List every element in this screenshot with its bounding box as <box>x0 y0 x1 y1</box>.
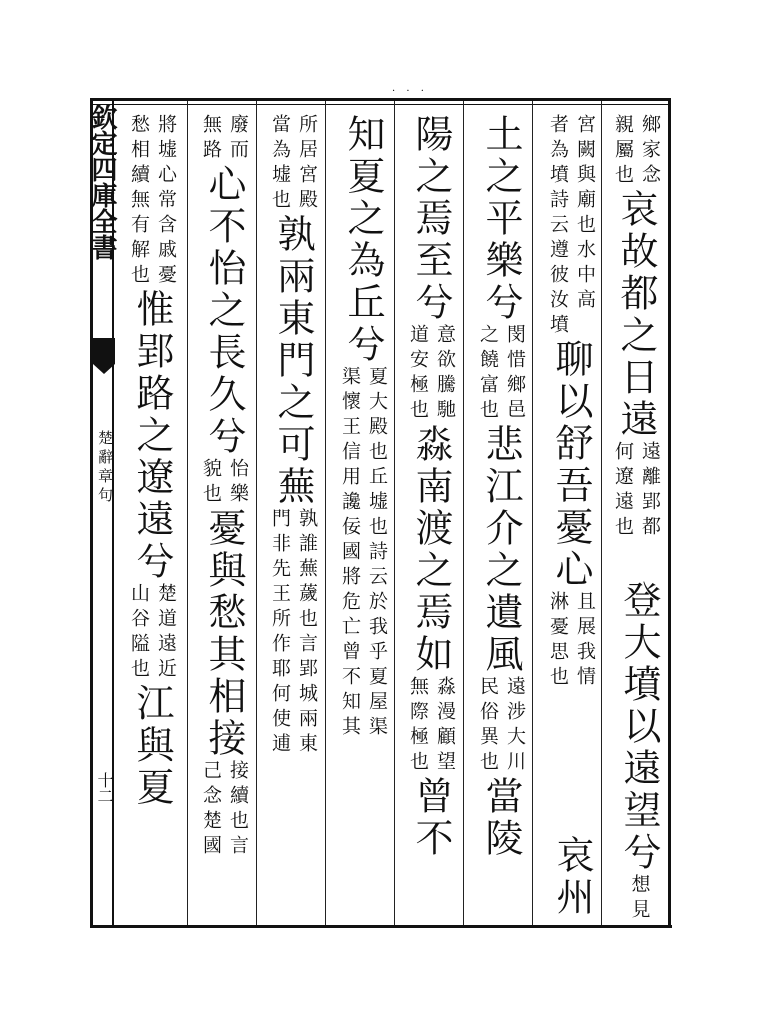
lead-annotation <box>125 114 179 289</box>
main-text: 知夏之為丘兮 <box>341 114 385 366</box>
annotation-line: 孰誰蕪薉也言郢城兩東 <box>296 508 318 758</box>
main-text: 憂與愁其相接 <box>202 508 246 760</box>
annotation-line: 廢而 <box>227 114 249 164</box>
annotation-line: 閔惜鄉邑 <box>504 324 526 424</box>
main-text: 哀州 <box>550 835 594 919</box>
annotation-line: 門非先王所作耶何使逋 <box>269 508 291 758</box>
annotation-line: 想見 <box>628 874 651 924</box>
text-column-2 <box>540 114 602 914</box>
annotation-line: 淋憂思也 <box>547 591 569 691</box>
annotation-line: 之饒富也 <box>477 324 499 424</box>
annotation-line: 渠懷王信用讒佞國將危亡曾不知其 <box>339 366 361 741</box>
main-text: 江與夏 <box>130 683 174 809</box>
column-separator <box>187 101 188 925</box>
fish-tail-mark <box>93 338 115 364</box>
annotation <box>336 366 390 741</box>
main-text: 當陵 <box>479 776 523 860</box>
annotation <box>474 676 528 776</box>
lead-annotation <box>197 114 251 164</box>
annotation-line: 遠離郢都 <box>639 441 661 541</box>
text-column-8 <box>120 114 184 914</box>
annotation <box>125 583 179 683</box>
annotation <box>544 591 598 691</box>
main-text: 哀故都之日遠 <box>614 189 658 441</box>
annotation-line: 接續也言 <box>227 760 249 860</box>
annotation-line: 將墟心常含戚憂 <box>155 114 177 289</box>
annotation <box>474 324 528 424</box>
annotation <box>404 324 458 424</box>
main-text: 孰兩東門之可蕪 <box>271 214 315 508</box>
text-column-7 <box>193 114 255 914</box>
annotation-line: 楚道遠近 <box>155 583 177 683</box>
column-separator <box>256 101 257 925</box>
text-column-5 <box>332 114 394 914</box>
annotation-line: 親屬也 <box>612 114 634 189</box>
main-text: 土之平樂兮 <box>479 114 523 324</box>
annotation <box>609 441 663 541</box>
annotation-line: 道安極也 <box>407 324 429 424</box>
gutter-book-title: 楚辭章句 <box>96 430 114 506</box>
annotation-line: 民俗異也 <box>477 676 499 776</box>
annotation-line: 無路 <box>200 114 222 164</box>
right-border <box>668 98 671 928</box>
main-text: 悲江介之遺風 <box>479 424 523 676</box>
annotation-line: 所居宮殿 <box>296 114 318 214</box>
column-separator <box>463 101 464 925</box>
annotation-line: 己念楚國 <box>200 760 222 860</box>
annotation-line: 淼漫顧望 <box>434 676 456 776</box>
annotation-line: 貌也 <box>200 458 222 508</box>
gutter-title: 欽定四庫全書 <box>87 104 117 260</box>
column-separator <box>532 101 533 925</box>
main-text: 淼南渡之焉如 <box>409 424 453 676</box>
annotation-line: 山谷隘也 <box>128 583 150 683</box>
lead-annotation <box>266 114 320 214</box>
text-column-4 <box>400 114 462 914</box>
annotation-line: 何遼遠也 <box>612 441 634 541</box>
text-column-6 <box>262 114 324 914</box>
main-text: 陽之焉至兮 <box>409 114 453 324</box>
annotation-line: 怡樂 <box>227 458 249 508</box>
annotation <box>404 676 458 776</box>
annotation-line: 鄉家念 <box>639 114 661 189</box>
annotation <box>266 508 320 758</box>
text-column-2-tail <box>545 835 599 919</box>
annotation-line: 當為墟也 <box>269 114 291 214</box>
main-text: 曾不 <box>409 776 453 860</box>
annotation-line: 宮闕與廟也水中高 <box>574 114 596 314</box>
text-column-3 <box>470 114 532 914</box>
top-mark: · · · <box>392 86 428 97</box>
lead-annotation <box>609 114 663 189</box>
annotation-line: 且展我情 <box>574 591 596 691</box>
annotation-line: 意欲騰馳 <box>434 324 456 424</box>
lead-annotation <box>544 114 598 339</box>
annotation <box>197 458 251 508</box>
column-separator <box>325 101 326 925</box>
main-text: 心不怡之長久兮 <box>202 164 246 458</box>
annotation-line: 者為墳詩云遵彼汝墳 <box>547 114 569 339</box>
annotation-line: 愁相續無有解也 <box>128 114 150 289</box>
annotation-line: 夏大殿也丘墟也詩云於我乎夏屋渠 <box>366 366 388 741</box>
main-text: 登大墳以遠望兮 <box>617 580 661 874</box>
annotation-line: 遠涉大川 <box>504 676 526 776</box>
main-text: 惟郢路之遼遠兮 <box>130 289 174 583</box>
text-column-1-tail <box>612 580 666 924</box>
bottom-border <box>92 925 672 928</box>
annotation <box>197 760 251 860</box>
gutter-page-number: 十二 <box>95 772 114 804</box>
main-text: 聊以舒吾憂心 <box>549 339 593 591</box>
column-separator <box>394 101 395 925</box>
annotation-line: 無際極也 <box>407 676 429 776</box>
top-border <box>90 98 670 101</box>
top-border-inner <box>90 104 670 105</box>
